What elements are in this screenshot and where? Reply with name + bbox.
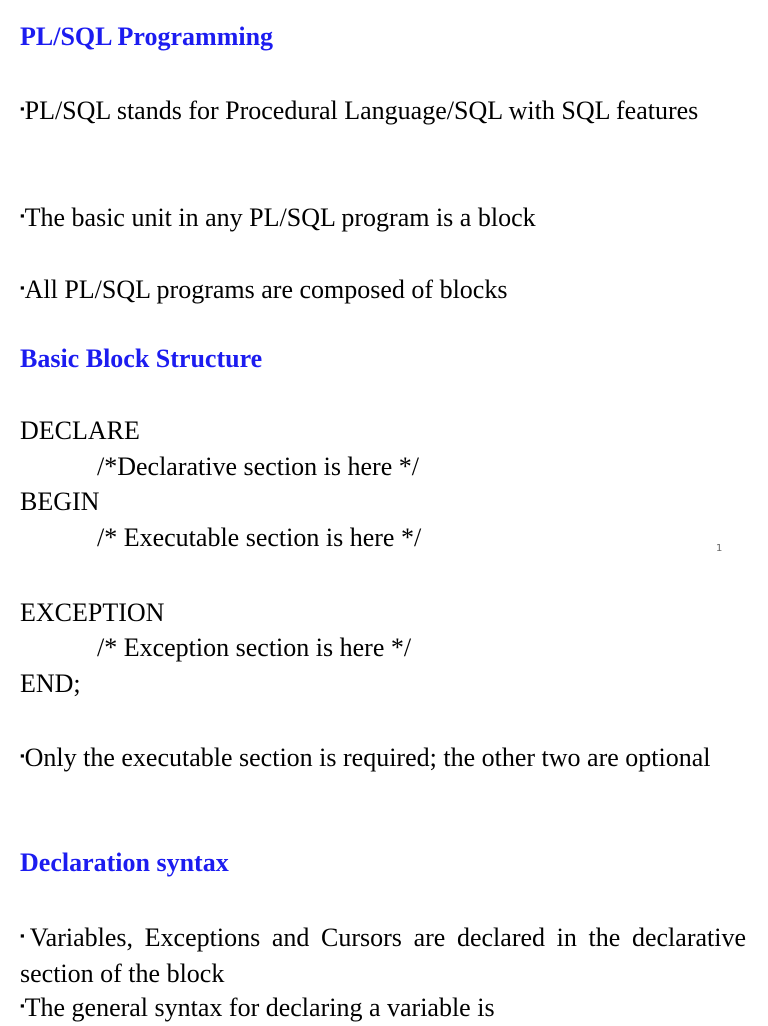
document-page bbox=[20, 0, 746, 1024]
block-structure-heading: Basic Block Structure bbox=[20, 344, 263, 373]
code-begin: BEGIN bbox=[20, 487, 100, 516]
code-exception: EXCEPTION bbox=[20, 598, 165, 627]
bullet-paragraph-5 bbox=[20, 918, 746, 992]
paragraph-text: Only the executable section is required; the other two are optional bbox=[24, 743, 711, 772]
bullet-paragraph-1 bbox=[20, 91, 746, 129]
bullet-paragraph-3 bbox=[20, 270, 746, 308]
bullet-icon: ▪ bbox=[20, 101, 25, 116]
bullet-icon: ▪ bbox=[20, 998, 25, 1013]
code-declare-comment: /*Declarative section is here */ bbox=[97, 452, 419, 481]
paragraph-text: The basic unit in any PL/SQL program is a block bbox=[24, 203, 536, 232]
paragraph-text: PL/SQL stands for Procedural Language/SQL with SQL features bbox=[24, 96, 699, 125]
page-number: 1 bbox=[716, 543, 723, 554]
bullet-icon: ▪ bbox=[20, 748, 25, 763]
code-end: END; bbox=[20, 669, 81, 698]
bullet-paragraph-6 bbox=[20, 988, 746, 1026]
code-begin-comment: /* Executable section is here */ bbox=[97, 523, 422, 552]
bullet-icon: ▪ bbox=[20, 928, 30, 943]
bullet-icon: ▪ bbox=[20, 280, 25, 295]
paragraph-text: Variables, Exceptions and Cursors are declared in the declarative section of the block bbox=[20, 923, 746, 988]
code-exception-comment: /* Exception section is here */ bbox=[97, 633, 412, 662]
bullet-paragraph-2 bbox=[20, 198, 746, 236]
bullet-icon: ▪ bbox=[20, 208, 25, 223]
paragraph-text: The general syntax for declaring a variable is bbox=[24, 993, 495, 1022]
declaration-heading: Declaration syntax bbox=[20, 848, 229, 877]
bullet-paragraph-4 bbox=[20, 738, 746, 776]
code-declare: DECLARE bbox=[20, 416, 140, 445]
paragraph-text: All PL/SQL programs are composed of blocks bbox=[24, 275, 508, 304]
title-heading: PL/SQL Programming bbox=[20, 22, 274, 51]
